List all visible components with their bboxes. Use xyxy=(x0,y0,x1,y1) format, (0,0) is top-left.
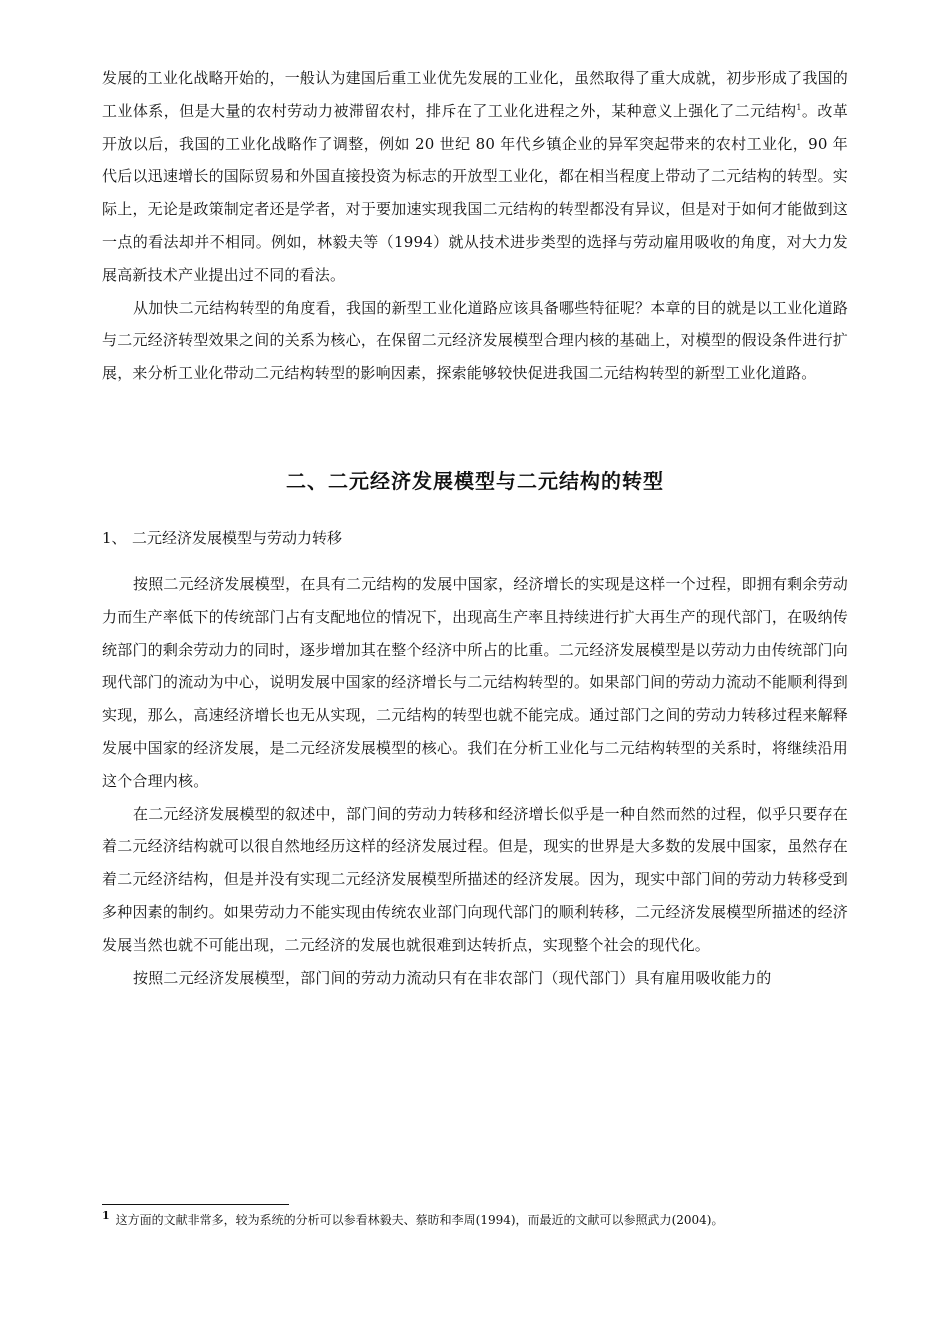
subsection-title: 二元经济发展模型与劳动力转移 xyxy=(132,528,343,547)
section-heading: 二、二元经济发展模型与二元结构的转型 xyxy=(286,468,664,493)
body-paragraph: 按照二元经济发展模型，在具有二元结构的发展中国家，经济增长的实现是这样一个过程，即拥有剩余劳动力而生产率低下的传统部门占有支配地位的情况下，出现高生产率且持续进行扩大再生产的现代部门，在吸纳传统部门的剩余劳动力的同时，逐步增加其在整个经济中所占的比重。二元经济发展模型是以劳动力由传统部门向现代部门的流动为中心，说明发展中国家的经济增长与二元结构转型的。如果部门间的劳动力流动不能顺利得到实现，那么，高速经济增长也无从实现，二元结构的转型也就不能完成。通过部门之间的劳动力转移过程来解释发展中国家的经济发展，是二元经济发展模型的核心。我们在分析工业化与二元结构转型的关系时，将继续沿用这个合理内核。 xyxy=(102,574,848,790)
intro-paragraph-1-text-a: 发展的工业化战略开始的，一般认为建国后重工业优先发展的工业化，虽然取得了重大成就，初步形成了我国的工业体系，但是大量的农村劳动力被滞留农村，排斥在了工业化进程之外，某种意义上强化了二元结构 xyxy=(102,69,848,120)
footnote-text: 这方面的文献非常多，较为系统的分析可以参看林毅夫、蔡昉和李周(1994)，而最近的文献可以参照武力(2004)。 xyxy=(115,1213,724,1227)
page-body xyxy=(102,62,848,994)
subsection-heading xyxy=(102,524,848,552)
footnote xyxy=(102,1210,848,1230)
footnote-mark: 1 xyxy=(102,1209,110,1222)
body-paragraph: 在二元经济发展模型的叙述中，部门间的劳动力转移和经济增长似乎是一种自然而然的过程，似乎只要存在着二元经济结构就可以很自然地经历这样的经济发展过程。但是，现实的世界是大多数的发展中国家，虽然存在着二元经济结构，但是并没有实现二元经济发展模型所描述的经济发展。因为，现实中部门间的劳动力转移受到多种因素的制约。如果劳动力不能实现由传统农业部门向现代部门的顺利转移，二元经济发展模型所描述的经济发展当然也就不可能出现，二元经济的发展也就很难到达转折点，实现整个社会的现代化。 xyxy=(102,804,848,954)
body-paragraph: 按照二元经济发展模型，部门间的劳动力流动只有在非农部门（现代部门）具有雇用吸收能力的 xyxy=(133,968,772,987)
intro-paragraph-1-text-b: 。改革开放以后，我国的工业化战略作了调整，例如 20 世纪 80 年代乡镇企业的异军突起带来的农村工业化，90 年代后以迅速增长的国际贸易和外国直接投资为标志的开放型工业化，都在相当程度上带动了二元结构的转型。实际上，无论是政策制定者还是学者，对于要加速实现我国二元结构的转型都没有异议，但是对于如何才能做到这一点的看法却并不相同。例如，林毅夫等（1994）就从技术进步类型的选择与劳动雇用吸收的角度，对大力发展高新技术产业提出过不同的看法。 xyxy=(102,101,848,284)
footnote-divider xyxy=(102,1204,289,1205)
subsection-number: 1、 xyxy=(102,528,127,547)
footnote-reference[interactable]: 1 xyxy=(796,102,802,112)
intro-paragraph-1 xyxy=(102,62,848,292)
intro-paragraph-2: 从加快二元结构转型的角度看，我国的新型工业化道路应该具备哪些特征呢？本章的目的就是以工业化道路与二元经济转型效果之间的关系为核心，在保留二元经济发展模型合理内核的基础上，对模型的假设条件进行扩展，来分析工业化带动二元结构转型的影响因素，探索能够较快促进我国二元结构转型的新型工业化道路。 xyxy=(102,298,848,383)
